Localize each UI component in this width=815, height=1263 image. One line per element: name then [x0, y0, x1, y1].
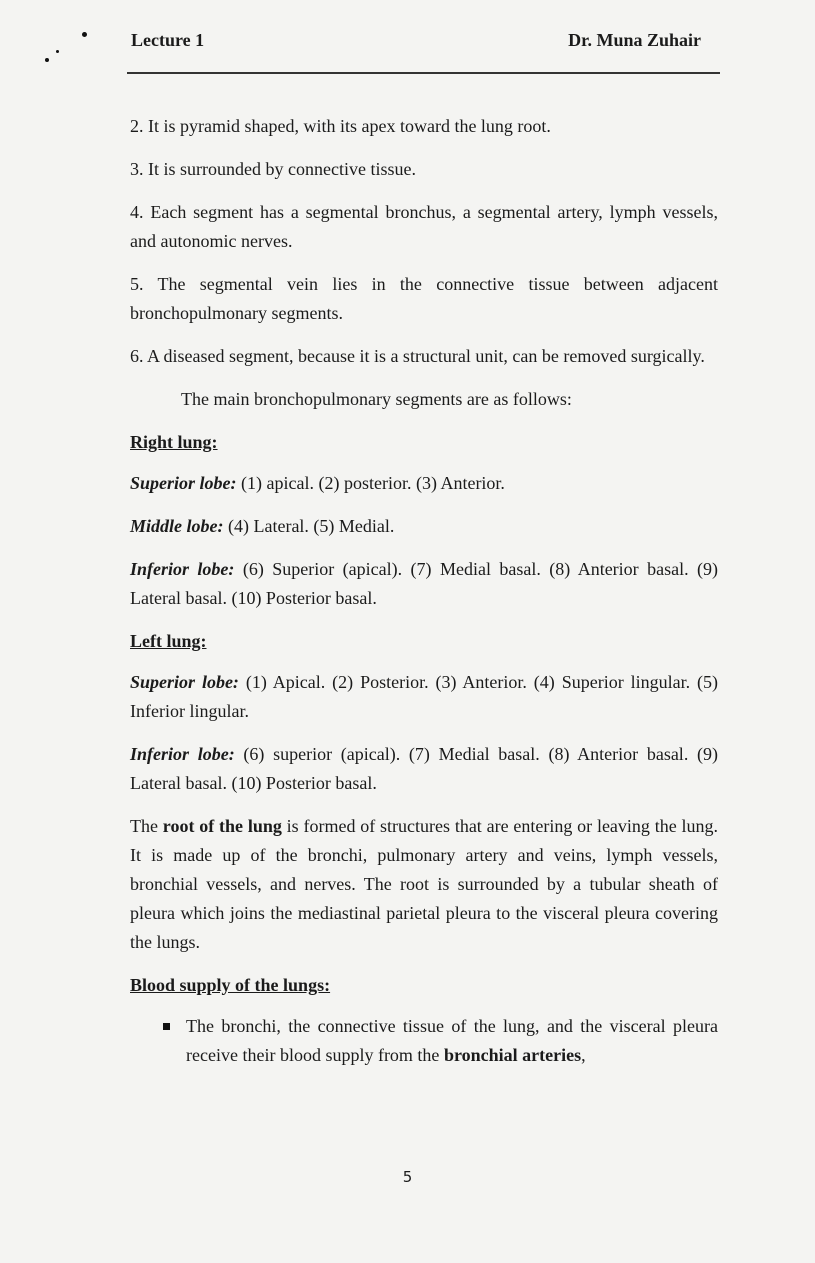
segments-intro: The main bronchopulmonary segments are as follows:: [181, 389, 572, 409]
bullet-text-post: ,: [581, 1045, 586, 1065]
scan-speck: [45, 58, 49, 62]
scan-speck: [56, 50, 59, 53]
list-item: 3. It is surrounded by connective tissue.: [130, 159, 416, 179]
page-header: [131, 30, 701, 60]
right-middle-lobe: [130, 512, 718, 541]
right-inferior-lobe: [130, 555, 718, 613]
lecture-title: Lecture 1: [131, 30, 205, 50]
root-term: root of the lung: [162, 816, 282, 836]
header-divider: [127, 72, 720, 74]
root-text-post: is formed of structures that are entering or leaving the lung. It is made up of the bronchi, pulmonary artery and veins, lymph vessels, bronchial vessels, and nerves. The root is surrounded by a tubular sheath of pleura which joins the mediastinal parietal pleura to the visceral pleura covering the lungs.: [130, 816, 719, 952]
lobe-label: Middle lobe:: [130, 516, 224, 536]
list-item: 6. A diseased segment, because it is a structural unit, can be removed surgically.: [130, 346, 705, 366]
root-text-pre: The: [130, 816, 163, 836]
lobe-label: Superior lobe:: [130, 473, 237, 493]
left-lung-heading: Left lung:: [130, 631, 207, 651]
page-content: [130, 112, 718, 1070]
lobe-label: Superior lobe:: [130, 672, 239, 692]
scan-speck: [82, 32, 87, 37]
lobe-segments: (6) Superior (apical). (7) Medial basal. (8) Anterior basal. (9) Lateral basal. (10) Posterior basal.: [130, 559, 718, 608]
list-item: 5. The segmental vein lies in the connective tissue between adjacent bronchopulmonary segments.: [130, 274, 718, 323]
author-name: Dr. Muna Zuhair: [568, 30, 701, 50]
left-inferior-lobe: [130, 740, 718, 798]
bullet-text-pre: The bronchi, the connective tissue of the lung, and the visceral pleura receive their blood supply from the: [186, 1016, 718, 1065]
lobe-segments: (6) superior (apical). (7) Medial basal. (8) Anterior basal. (9) Lateral basal. (10) Posterior basal.: [130, 744, 718, 793]
right-lung-heading: Right lung:: [130, 432, 218, 452]
lobe-label: Inferior lobe:: [130, 559, 235, 579]
left-superior-lobe: [130, 668, 718, 726]
bullet-square-icon: [163, 1023, 170, 1030]
root-of-lung-paragraph: [130, 812, 718, 957]
list-item: 4. Each segment has a segmental bronchus, a segmental artery, lymph vessels, and autonomic nerves.: [130, 202, 718, 251]
lobe-label: Inferior lobe:: [130, 744, 235, 764]
page-number: 5: [402, 1168, 413, 1186]
right-superior-lobe: [130, 469, 718, 498]
list-item: [130, 1012, 718, 1070]
lobe-segments: (1) apical. (2) posterior. (3) Anterior.: [236, 473, 505, 493]
blood-supply-list: [130, 1012, 718, 1070]
list-item: 2. It is pyramid shaped, with its apex toward the lung root.: [130, 116, 551, 136]
bullet-term: bronchial arteries: [443, 1045, 582, 1065]
lobe-segments: (4) Lateral. (5) Medial.: [223, 516, 395, 536]
blood-supply-heading: Blood supply of the lungs:: [130, 975, 331, 995]
lobe-segments: (1) Apical. (2) Posterior. (3) Anterior. (4) Superior lingular. (5) Inferior lingular.: [130, 672, 719, 721]
